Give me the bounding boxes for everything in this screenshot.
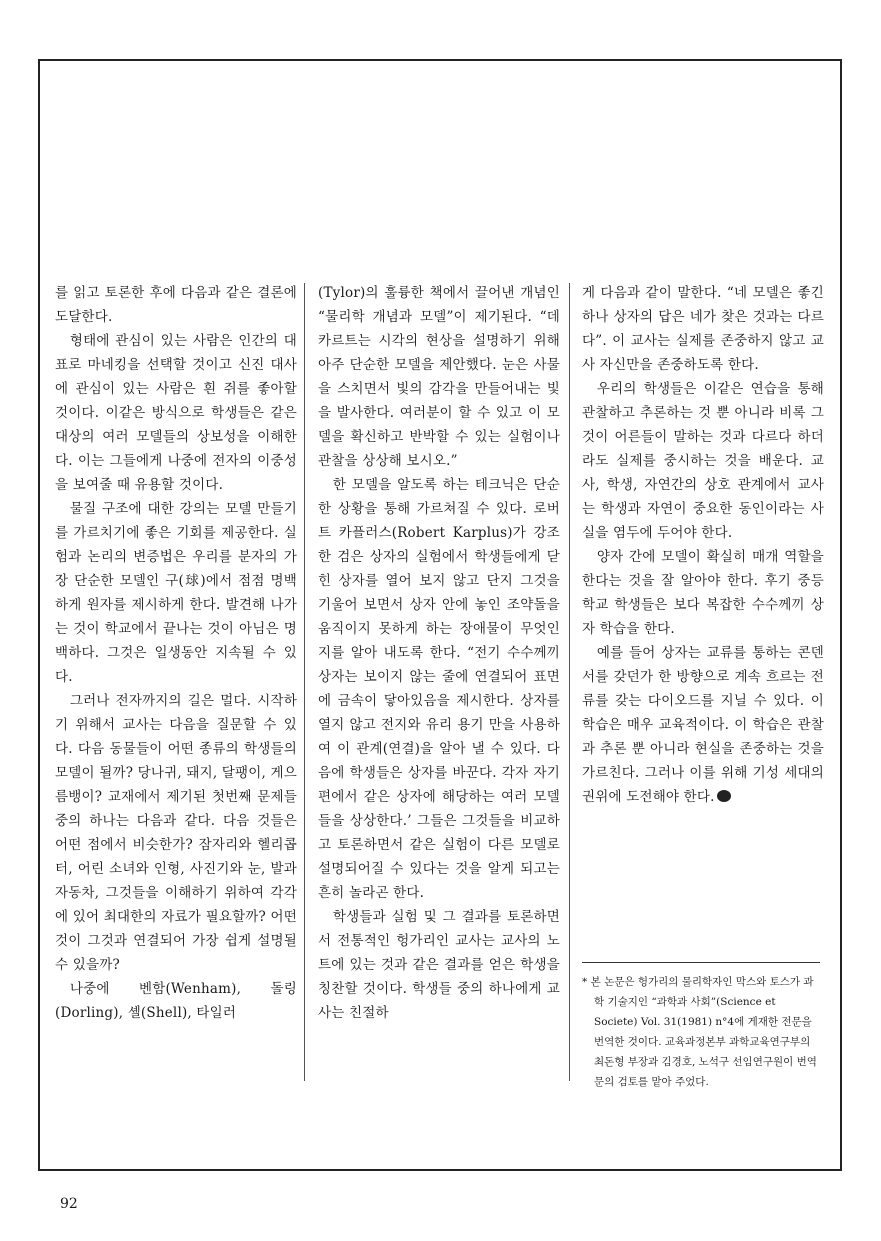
column-divider — [569, 283, 570, 1081]
text-column-2 — [318, 281, 560, 1025]
paragraph: 형태에 관심이 있는 사람은 인간의 대표로 마네킹을 선택할 것이고 신진 대사에 관심이 있는 사람은 흰 쥐를 좋아할 것이다. 이같은 방식으로 학생들은 같은 대상의 여러 모델들의 상보성을 이해한다. 이는 그들에게 나중에 전자의 이중성을 보여줄 때 유용할 것이다. — [55, 333, 297, 493]
paragraph: 나중에 벤함(Wenham), 돌링(Dorling), 셸(Shell), 타일러 — [55, 981, 297, 1021]
paragraph-text: 예를 들어 상자는 교류를 통하는 콘덴서를 갖던가 한 방향으로 계속 흐르는 전류를 갖는 다이오드를 지닐 수 있다. 이 학습은 매우 교육적이다. 이 학습은 관찰과 추론 뿐 아니라 현실을 존중하는 것을 가르친다. 그러나 이를 위해 기성 세대의 권위에 도전해야 한다. — [582, 645, 824, 805]
paragraph: 학생들과 실험 및 그 결과를 토론하면서 전통적인 헝가리인 교사는 교사의 노트에 있는 것과 같은 결과를 얻은 학생을 칭찬할 것이다. 학생들 중의 하나에게 교사는 친절하 — [318, 909, 560, 1021]
paragraph: 게 다음과 같이 말한다. “네 모델은 좋긴하나 상자의 답은 네가 찾은 것과는 다르다”. 이 교사는 실제를 존중하지 않고 교사 자신만을 존중하도록 한다. — [582, 285, 824, 373]
text-column-1 — [55, 281, 297, 1025]
page-number: 92 — [60, 1196, 78, 1212]
column-divider — [304, 283, 305, 1081]
paragraph: 를 읽고 토론한 후에 다음과 같은 결론에 도달한다. — [55, 285, 297, 325]
paragraph: 양자 간에 모델이 확실히 매개 역할을 한다는 것을 잘 알아야 한다. 후기 중등학교 학생들은 보다 복잡한 수수께끼 상자 학습을 한다. — [582, 549, 824, 637]
paragraph-last — [582, 641, 824, 809]
end-mark-icon — [717, 790, 731, 802]
text-column-3 — [582, 281, 824, 809]
paragraph: 한 모델을 알도록 하는 테크닉은 단순한 상황을 통해 가르쳐질 수 있다. 로버트 카플러스(Robert Karplus)가 강조한 검은 상자의 실험에서 학생들에게 닫힌 상자를 열어 보지 않고 단지 그것을 기울어 보면서 상자 안에 놓인 조약돌을 움직이지 못하게 하는 장애물이 무엇인 지를 알아 내도록 한다. “전기 수수께끼 상자는 보이지 않는 줄에 연결되어 표면에 금속이 닿아있음을 제시한다. 상자를 열지 않고 전지와 유리 용기 만을 사용하여 이 관계(연결)을 알아 낼 수 있다. 다음에 학생들은 상자를 바꾼다. 각자 자기 편에서 같은 상자에 해당하는 여러 모델들을 상상한다.’ 그들은 그것들을 비교하고 토론하면서 같은 실험이 다른 모델로 설명되어질 수 있다는 것을 알게 되고는 흔히 놀라곤 한다. — [318, 477, 560, 901]
paragraph: 그러나 전자까지의 길은 멀다. 시작하기 위해서 교사는 다음을 질문할 수 있다. 다음 동물들이 어떤 종류의 학생들의 모델이 될까? 당나귀, 돼지, 달팽이, 게으름뱅이? 교재에서 제기된 첫번째 문제들 중의 하나는 다음과 같다. 다음 것들은 어떤 점에서 비슷한가? 잠자리와 헬리콥터, 어린 소녀와 인형, 사진기와 눈, 발과 자동차, 그것들을 이해하기 위하여 각각에 있어 최대한의 자료가 필요할까? 어떤 것이 그것과 연결되어 가장 쉽게 설명될 수 있을까? — [55, 693, 297, 973]
footnote-rule — [582, 962, 820, 963]
paragraph: 우리의 학생들은 이같은 연습을 통해 관찰하고 추론하는 것 뿐 아니라 비록 그것이 어른들이 말하는 것과 다르다 하더라도 실제를 중시하는 것을 배운다. 교사, 학생, 자연간의 상호 관계에서 교사는 학생과 자연이 중요한 동인이라는 사실을 염두에 두어야 한다. — [582, 381, 824, 541]
paragraph: (Tylor)의 훌륭한 책에서 끌어낸 개념인 “물리학 개념과 모델”이 제기된다. “데카르트는 시각의 현상을 설명하기 위해 아주 단순한 모델을 제안했다. 눈은 사물을 스치면서 빛의 감각을 만들어내는 빛을 발사한다. 여러분이 할 수 있고 이 모델을 확신하고 반박할 수 있는 실험이나 관찰을 상상해 보시오.” — [318, 285, 560, 469]
footnote: * 본 논문은 헝가리의 물리학자인 막스와 토스가 과학 기술지인 “과학과 사회”(Science et Societe) Vol. 31(1981) n°4에 게재한 전문을 번역한 것이다. 교육과정본부 과학교육연구부의 최돈형 부장과 김경호, 노석구 선임연구원이 번역문의 검토를 맡아 주었다. — [582, 976, 817, 1088]
paragraph: 물질 구조에 대한 강의는 모델 만들기를 가르치기에 좋은 기회를 제공한다. 실험과 논리의 변증법은 우리를 분자의 가장 단순한 모델인 구(球)에서 점점 명백하게 원자를 제시하게 한다. 발견해 나가는 것이 학교에서 끝나는 것이 아님은 명백하다. 그것은 일생동안 지속될 수 있다. — [55, 501, 297, 685]
